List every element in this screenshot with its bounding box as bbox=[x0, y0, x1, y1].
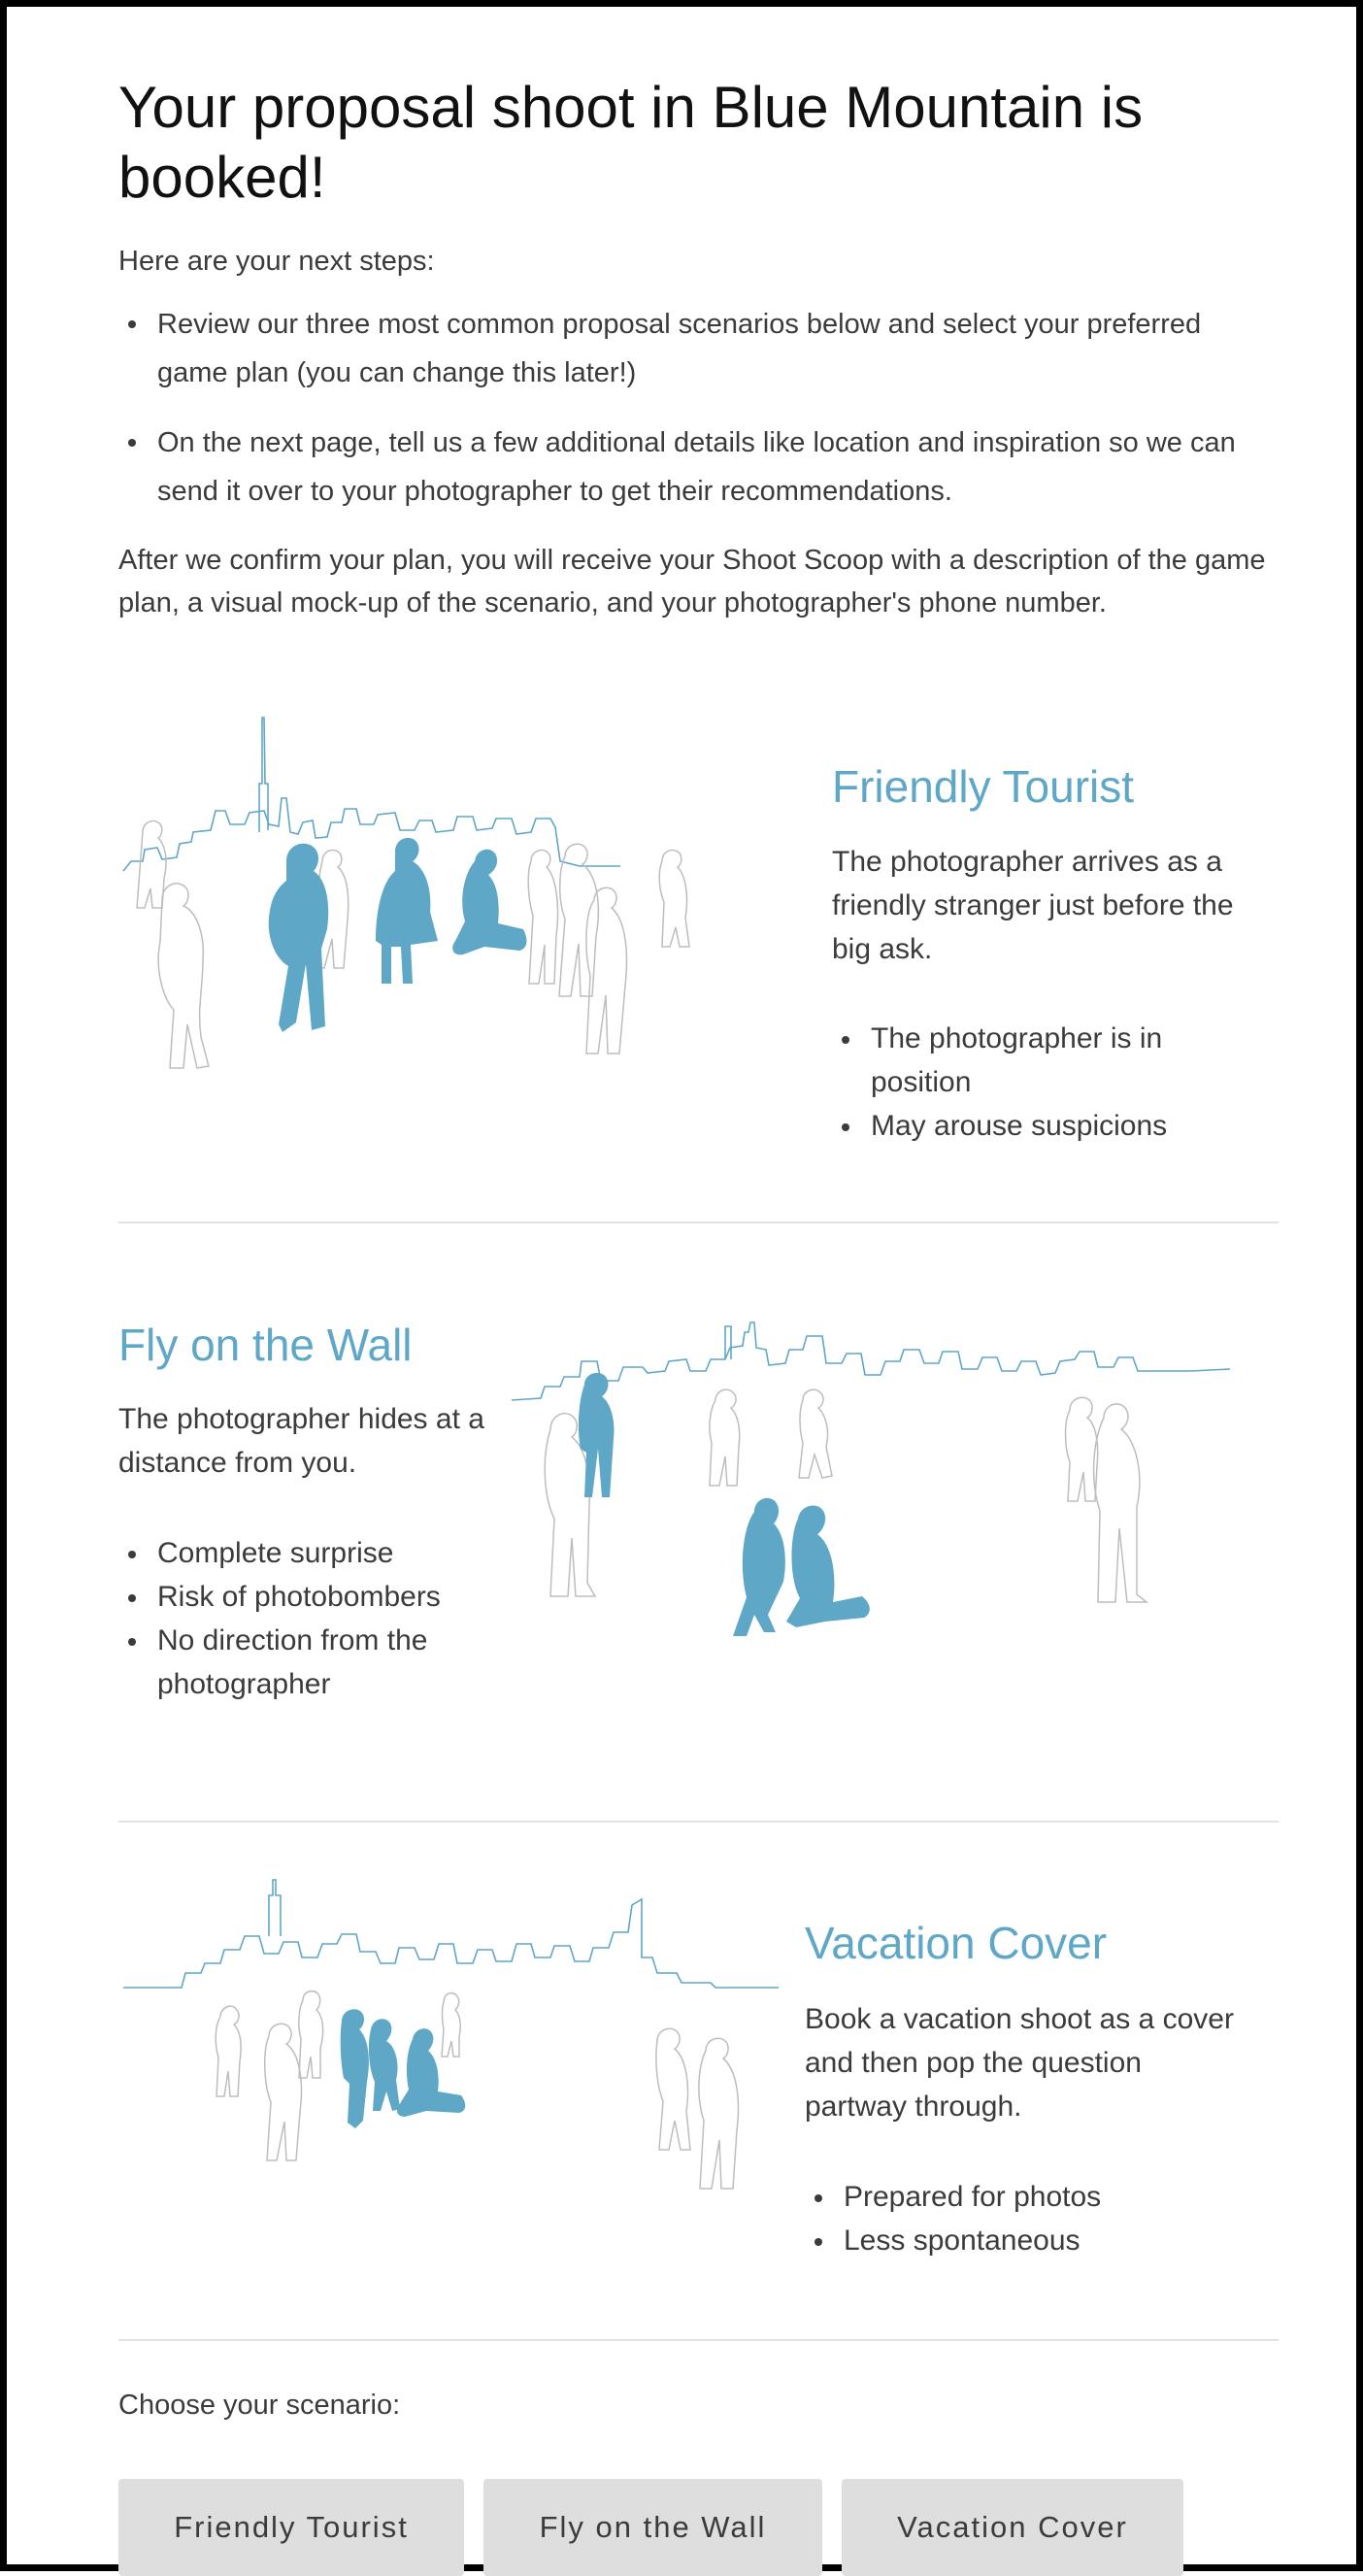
scenario-point: Complete surprise bbox=[118, 1531, 487, 1575]
scenario-points-vacation-cover bbox=[805, 2175, 1251, 2262]
scenario-point: The photographer is in position bbox=[832, 1017, 1240, 1104]
friendly-tourist-illustration bbox=[123, 716, 842, 1065]
skyline-illustration bbox=[512, 1322, 1230, 1400]
couple-silhouettes bbox=[579, 1373, 870, 1636]
section-divider bbox=[118, 1821, 1279, 1823]
skyline-illustration bbox=[123, 1880, 779, 1988]
scenario-points-friendly-tourist bbox=[832, 1017, 1240, 1148]
step-item: On the next page, tell us a few additional details like location and inspiration so we can send it over to your photographer to get their recommendations. bbox=[118, 418, 1279, 516]
fly-on-the-wall-illustration bbox=[512, 1303, 1259, 1672]
scenario-desc-vacation-cover: Book a vacation shoot as a cover and then pop the question partway through. bbox=[805, 2003, 1234, 2123]
scenario-point: May arouse suspicions bbox=[832, 1104, 1240, 1148]
scenario-point: Less spontaneous bbox=[805, 2219, 1251, 2262]
choose-vacation-cover-button[interactable]: Vacation Cover bbox=[842, 2479, 1183, 2576]
page-title: Your proposal shoot in Blue Mountain is booked! bbox=[118, 75, 1144, 210]
couple-silhouettes bbox=[341, 2009, 466, 2128]
scenario-desc-fly-on-the-wall: The photographer hides at a distance from you. bbox=[118, 1403, 484, 1479]
scenario-point: Risk of photobombers bbox=[118, 1575, 487, 1619]
step-item: Review our three most common proposal scenarios below and select your preferred game plan (you can change this later!) bbox=[118, 300, 1279, 397]
people-silhouettes bbox=[216, 1991, 738, 2189]
people-silhouettes bbox=[545, 1389, 1147, 1602]
section-divider bbox=[118, 1221, 1279, 1223]
scenario-point: Prepared for photos bbox=[805, 2175, 1251, 2219]
scenario-title-friendly-tourist: Friendly Tourist bbox=[832, 761, 1135, 812]
scenario-points-fly-on-the-wall bbox=[118, 1531, 487, 1706]
confirm-text: After we confirm your plan, you will receive your Shoot Scoop with a description of the game plan, a visual mock-up of the scenario, and your photographer's phone number. bbox=[118, 545, 1266, 619]
couple-silhouettes bbox=[269, 838, 527, 1032]
section-divider bbox=[118, 2339, 1279, 2341]
scenario-title-fly-on-the-wall: Fly on the Wall bbox=[118, 1320, 413, 1370]
scenario-point: No direction from the photographer bbox=[118, 1619, 487, 1706]
vacation-cover-illustration bbox=[123, 1876, 822, 2216]
choose-scenario-label: Choose your scenario: bbox=[118, 2390, 401, 2421]
skyline-illustration bbox=[123, 718, 620, 871]
scenario-title-vacation-cover: Vacation Cover bbox=[805, 1918, 1108, 1968]
next-steps-list bbox=[118, 300, 1279, 537]
choose-fly-on-the-wall-button[interactable]: Fly on the Wall bbox=[483, 2479, 822, 2576]
scenario-desc-friendly-tourist: The photographer arrives as a friendly stranger just before the big ask. bbox=[832, 846, 1234, 965]
choose-friendly-tourist-button[interactable]: Friendly Tourist bbox=[118, 2479, 464, 2576]
intro-text: Here are your next steps: bbox=[118, 246, 435, 277]
